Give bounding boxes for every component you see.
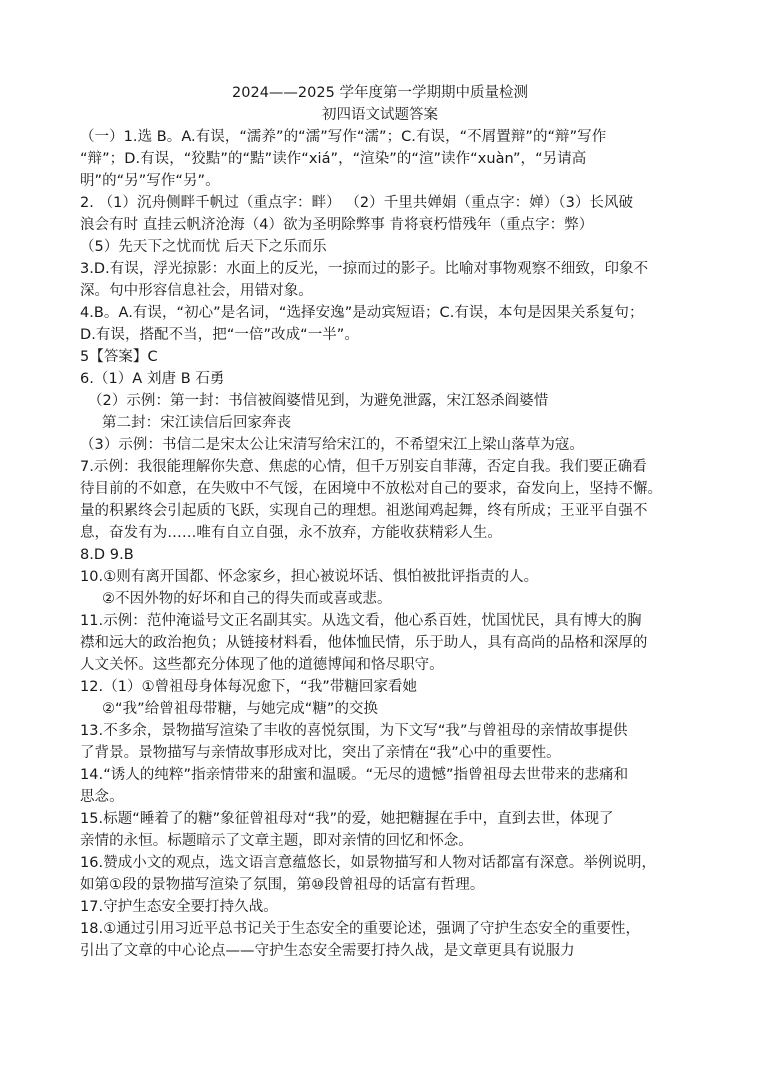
answer-line: 襟和远大的政治抱负；从链接材料看，他体恤民情，乐于助人，具有高尚的品格和深厚的 (80, 635, 648, 651)
answer-line: D.有误，搭配不当，把“一倍”改成“一半”。 (80, 327, 359, 343)
answer-line: （2）示例：第一封：书信被阎婆惜见到，为避免泄露，宋江怒杀阎婆惜 (88, 393, 549, 409)
answer-line: 14.“诱人的纯粹”指亲情带来的甜蜜和温暖。“无尽的遗憾”指曾祖母去世带来的悲痛和 (80, 767, 629, 783)
answer-line: （3）示例：书信二是宋太公让宋清写给宋江的，不希望宋江上梁山落草为寇。 (80, 437, 584, 453)
answer-line: 16.赞成小文的观点，选文语言意蕴悠长，如景物描写和人物对话都富有深意。举例说明， (80, 855, 657, 871)
answer-line: 12.（1）①曾祖母身体每况愈下，“我”带糖回家看她 (80, 679, 418, 695)
answer-line: 浪会有时 直挂云帆济沧海（4）欲为圣明除弊事 肯将衰朽惜残年（重点字：弊） (80, 217, 594, 233)
answer-line: 6.（1）A 刘唐 B 石勇 (80, 371, 225, 387)
answer-line: 7.示例：我很能理解你失意、焦虑的心情，但千万别妄自菲薄，否定自我。我们要正确看 (80, 459, 647, 475)
answer-line: 3.D.有误，浮光掠影：水面上的反光，一掠而过的影子。比喻对事物观察不细致，印象不 (80, 261, 649, 277)
answer-line: 待目前的不如意，在失败中不气馁，在困境中不放松对自己的要求，奋发向上，坚持不懈。 (80, 481, 662, 497)
answer-line: 明”的“另”写作“另”。 (80, 173, 220, 189)
answer-line: “辩”；D.有误，“狡黠”的“黠”读作“xiá”，“渲染”的“渲”读作“xuàn”，“另请高 (80, 151, 587, 167)
exam-title: 2024——2025 学年度第一学期期中质量检测 (232, 85, 528, 101)
answer-line: （5）先天下之忧而忧 后天下之乐而乐 (80, 239, 327, 255)
answer-line: 深。句中形容信息社会，用错对象。 (80, 283, 313, 299)
answer-line: 18.①通过引用习近平总书记关于生态安全的重要论述，强调了守护生态安全的重要性， (80, 921, 641, 937)
answer-line: 4.B。A.有误，“初心”是名词，“选择安逸”是动宾短语；C.有误，本句是因果关系复句； (80, 305, 644, 321)
answer-line: 11.示例：范仲淹谥号文正名副其实。从选文看，他心系百姓，忧国忧民，具有博大的胸 (80, 613, 642, 629)
answer-line: 如第①段的景物描写渲染了氛围，第⑩段曾祖母的话富有哲理。 (80, 877, 485, 893)
answer-line: 10.①则有离开国都、怀念家乡，担心被说坏话、惧怕被批评指责的人。 (80, 569, 539, 585)
answer-line: 引出了文章的中心论点——守护生态安全需要打持久战，是文章更具有说服力 (80, 943, 575, 959)
answer-line: 亲情的永恒。标题暗示了文章主题，即对亲情的回忆和怀念。 (80, 833, 473, 849)
answer-line: （一）1.选 B。A.有误，“濡养”的“濡”写作“濡”；C.有误，“不屑置辩”的“辩”写作 (80, 129, 607, 145)
answer-line: 2. （1）沉舟侧畔千帆过（重点字：畔） （2）千里共婵娟（重点字：婵）（3）长风破 (80, 195, 634, 211)
answer-line: 17.守护生态安全要打持久战。 (80, 899, 278, 915)
answer-line: ②“我”给曾祖母带糖，与她完成“糖”的交换 (102, 701, 379, 717)
answer-line: 人文关怀。这些都充分体现了他的道德博闻和恪尽职守。 (80, 657, 444, 673)
answer-line: 第二封：宋江读信后回家奔丧 (102, 415, 292, 431)
answer-line: 15.标题“睡着了的糖”象征曾祖母对“我”的爱，她把糖握在手中，直到去世，体现了 (80, 811, 614, 827)
answer-line: 8.D 9.B (80, 547, 134, 563)
answer-line: 息，奋发有为……唯有自立自强，永不放弃，方能收获精彩人生。 (80, 525, 502, 541)
answer-line: 5【答案】C (80, 349, 158, 365)
answer-line: ②不因外物的好坏和自己的得失而或喜或悲。 (102, 591, 392, 607)
answer-sheet (80, 82, 680, 962)
answer-title: 初四语文试题答案 (322, 107, 438, 123)
answer-line: 了背景。景物描写与亲情故事形成对比，突出了亲情在“我”心中的重要性。 (80, 745, 561, 761)
answer-line: 13.不多余，景物描写渲染了丰收的喜悦氛围，为下文写“我”与曾祖母的亲情故事提供 (80, 723, 628, 739)
answer-line: 量的积累终会引起质的飞跃，实现自己的理想。祖逖闻鸡起舞，终有所成；王亚平自强不 (80, 503, 648, 519)
answer-line: 思念。 (80, 789, 124, 805)
